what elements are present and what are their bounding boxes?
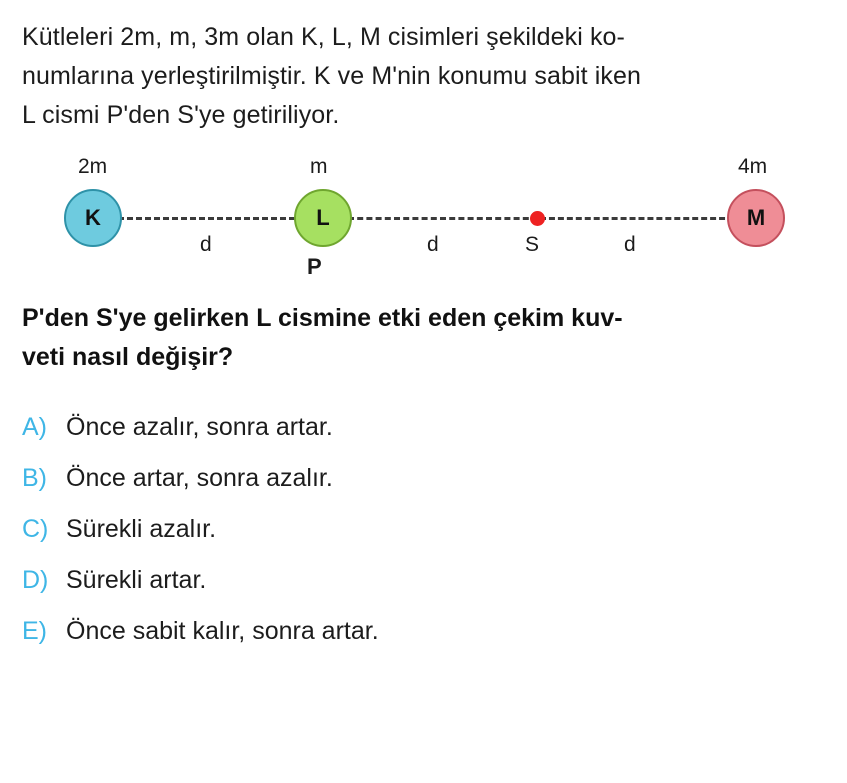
stem-line-2: numlarına yerleştirilmiştir. K ve M'nin konumu sabit iken xyxy=(22,62,642,90)
distance-label-2: d xyxy=(427,233,439,256)
choice-a[interactable] xyxy=(22,413,825,442)
choice-e-letter: E) xyxy=(22,617,47,645)
stem-line-3: L cismi P'den S'ye getiriliyor. xyxy=(22,101,340,129)
question-prompt xyxy=(22,299,825,377)
question-line-2: veti nasıl değişir? xyxy=(22,343,234,371)
mass-l-label: L xyxy=(316,205,330,230)
question-line-1: P'den S'ye gelirken L cismine etki eden çekim kuv- xyxy=(22,304,623,332)
physics-diagram xyxy=(22,149,825,289)
choice-a-letter: A) xyxy=(22,413,47,441)
answer-choices xyxy=(22,413,825,646)
choice-c-letter: C) xyxy=(22,515,49,543)
choice-c[interactable] xyxy=(22,515,825,544)
choice-b-letter: B) xyxy=(22,464,47,492)
point-p-label: P xyxy=(307,254,322,279)
mass-l xyxy=(294,189,352,247)
stem-line-1: Kütleleri 2m, m, 3m olan K, L, M cisimleri şekildeki ko- xyxy=(22,23,625,51)
choice-d[interactable] xyxy=(22,566,825,595)
dashed-segment-k-l xyxy=(118,217,304,220)
mass-m-label: M xyxy=(746,205,766,230)
choice-d-text: Sürekli artar. xyxy=(66,566,207,594)
mass-k xyxy=(64,189,122,247)
distance-label-1: d xyxy=(200,233,212,256)
point-s-label: S xyxy=(525,233,540,256)
distance-label-3: d xyxy=(624,233,636,256)
mass-k-value-label: 2m xyxy=(78,155,108,178)
choice-c-text: Sürekli azalır. xyxy=(66,515,217,543)
choice-b-text: Önce artar, sonra azalır. xyxy=(66,464,333,492)
mass-k-label: K xyxy=(85,205,101,230)
dashed-segment-l-s xyxy=(348,217,538,220)
point-s-marker xyxy=(530,211,545,226)
choice-a-text: Önce azalır, sonra artar. xyxy=(66,413,333,441)
question-stem xyxy=(22,18,825,135)
choice-b[interactable] xyxy=(22,464,825,493)
mass-m xyxy=(727,189,785,247)
choice-d-letter: D) xyxy=(22,566,49,594)
mass-l-value-label: m xyxy=(310,155,328,178)
mass-m-value-label: 4m xyxy=(738,155,768,178)
dashed-segment-s-m xyxy=(540,217,734,220)
choice-e[interactable] xyxy=(22,617,825,646)
choice-e-text: Önce sabit kalır, sonra artar. xyxy=(66,617,379,645)
